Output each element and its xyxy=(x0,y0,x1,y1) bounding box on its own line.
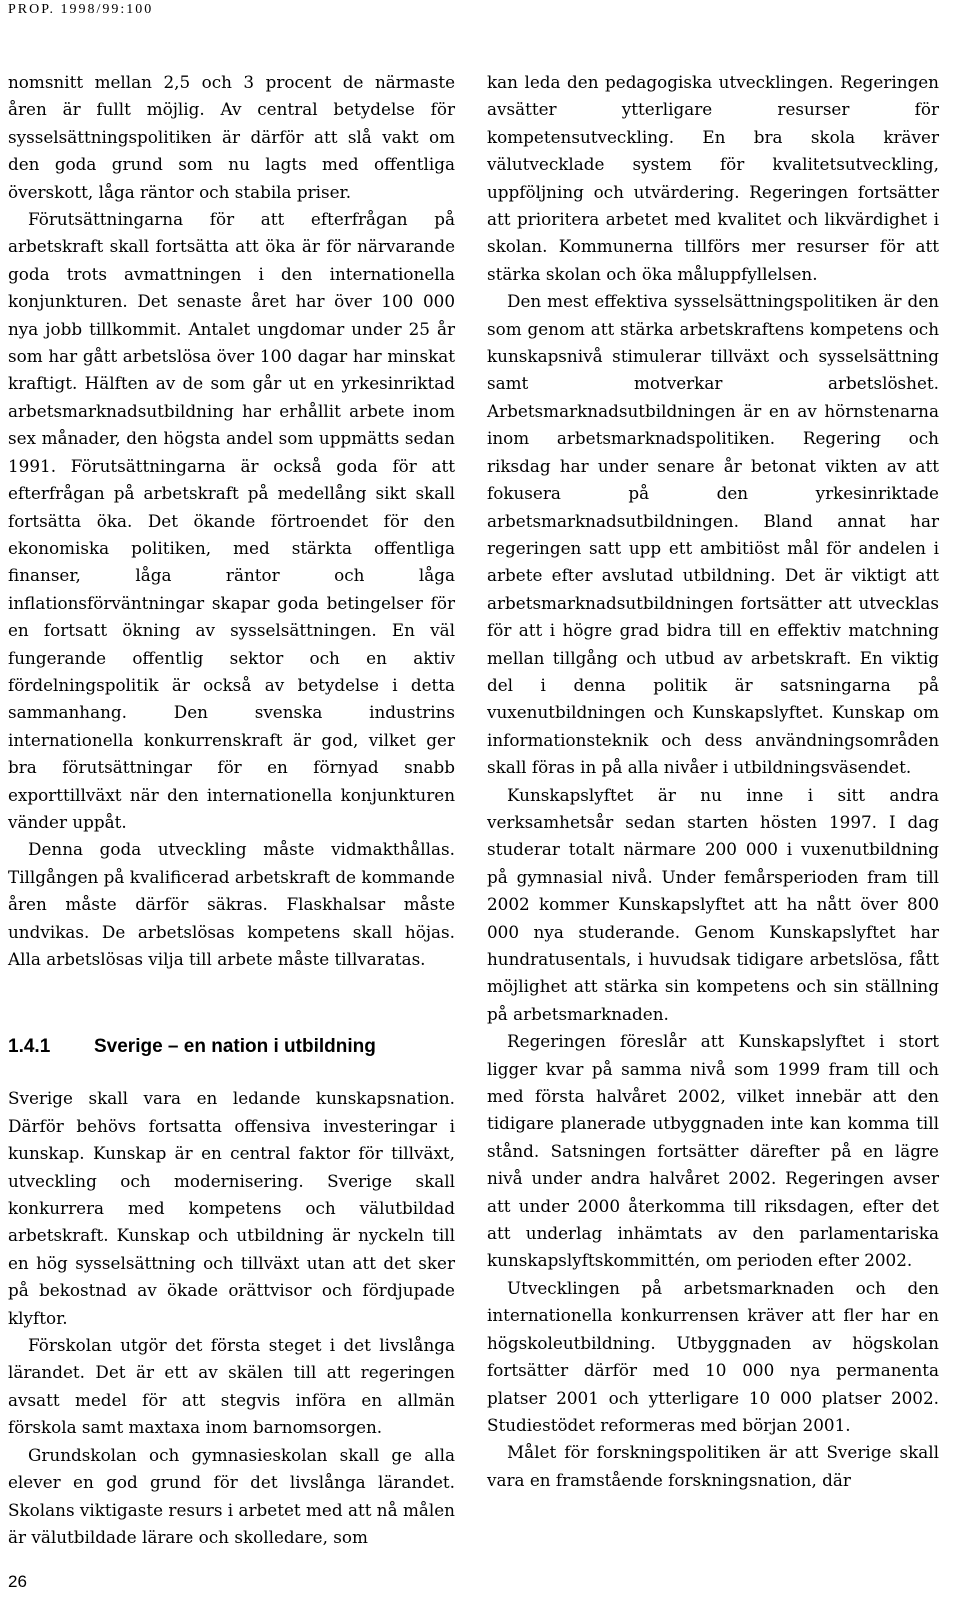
page-number: 26 xyxy=(8,1572,27,1591)
section-title: Sverige – en nation i utbildning xyxy=(94,1036,376,1058)
paragraph: Regeringen föreslår att Kunskapslyftet i stort ligger kvar på samma nivå som 1999 fram till och med första halvåret 2002, vilket innebär att den tidigare planerade utbyggnaden inte kan komma till stånd. Satsningen fortsätter därefter på en lägre nivå under andra halvåret 2002. Regeringen avser att under 2000 återkomma till riksdagen, efter det att underlag inhämtats av den parlamentariska kunskapslyftskommittén, om perioden efter 2002. xyxy=(487,1031,939,1271)
running-header: PROP. 1998/99:100 xyxy=(8,2,154,17)
paragraph: Den mest effektiva sysselsättningspolitiken är den som genom att stärka arbetskraftens kompetens och kunskapsnivå stimulerar tillväxt och sysselsättning samt motverkar arbetslöshet. Arbetsmarknadsutbildningen är en av hörnstenarna inom arbetsmarknadspolitiken. Regering och riksdag har under senare år betonat vikten av att fokusera på den yrkesinriktade arbetsmarknadsutbildningen. Bland annat har regeringen satt upp ett ambitiöst mål för andelen i arbete efter avslutad utbildning. Det är viktigt att arbetsmarknadsutbildningen fortsätter att utvecklas för att i högre grad bidra till en effektiv matchning mellan tillgång och utbud av arbetskraft. En viktig del i denna politik är satsningarna på vuxenutbildningen och Kunskapslyftet. Kunskap om informationsteknik och dess användningsområden skall föras in på alla nivåer i utbildningsväsendet. xyxy=(487,291,939,778)
paragraph: Utvecklingen på arbetsmarknaden och den internationella konkurrensen kräver att fler har en högskoleutbildning. Utbyggnaden av högskolan fortsätter därför med 10 000 nya permanenta platser 2001 och ytterligare 10 000 platser 2002. Studiestödet reformeras med början 2001. xyxy=(487,1277,939,1435)
paragraph: Förutsättningarna för att efterfrågan på arbetskraft skall fortsätta att öka är för närvarande goda trots avmattningen i den internationella konjunkturen. Det senaste året har över 100 000 nya jobb tillkommit. Antalet ungdomar under 25 år som har gått arbetslösa över 100 dagar har minskat kraftigt. Hälften av de som går ut en yrkesinriktad arbetsmarknadsutbildning har erhållit arbete inom sex månader, den högsta andel som uppmätts sedan 1991. Förutsättningarna är också goda för att efterfrågan på arbetskraft på medellång sikt skall fortsätta öka. Det ökande förtroendet för den ekonomiska politiken, med stärkta offentliga finanser, låga räntor och låga inflationsförväntningar skapar goda betingelser för en fortsatt ökning av sysselsättningen. En väl fungerande offentlig sektor och en aktiv fördelningspolitik är också av betydelse i detta sammanhang. Den svenska industrins internationella konkurrenskraft är god, vilket ger bra förutsättningar för en förnyad snabb exporttillväxt när den internationella konjunkturen vänder uppåt. xyxy=(8,209,455,832)
paragraph: nomsnitt mellan 2,5 och 3 procent de närmaste åren är fullt möjlig. Av central betydelse för sysselsättningspolitiken är därför att slå vakt om den goda grund som nu lagts med offentliga överskott, låga räntor och stabila priser. xyxy=(8,72,455,202)
paragraph: Grundskolan och gymnasieskolan skall ge alla elever en god grund för det livslånga lärandet. Skolans viktigaste resurs i arbetet med att nå målen är välutbildade lärare och skolledare, som xyxy=(8,1444,455,1547)
left-column xyxy=(8,69,455,1551)
section-heading xyxy=(8,1035,455,1059)
right-column xyxy=(487,69,939,1494)
paragraph: Målet för forskningspolitiken är att Sverige skall vara en framstående forskningsnation, där xyxy=(487,1442,939,1490)
section-number: 1.4.1 xyxy=(8,1036,51,1058)
paragraph: kan leda den pedagogiska utvecklingen. Regeringen avsätter ytterligare resurser för kompetensutveckling. En bra skola kräver välutvecklade system för kvalitetsutveckling, uppföljning och utvärdering. Regeringen fortsätter att prioritera arbetet med kvalitet och likvärdighet i skolan. Kommunerna tillförs mer resurser för att stärka skolan och öka måluppfyllelsen. xyxy=(487,72,939,284)
paragraph: Förskolan utgör det första steget i det livslånga lärandet. Det är ett av skälen till att regeringen avsatt medel för att stegvis införa en allmän förskola samt maxtaxa inom barnomsorgen. xyxy=(8,1335,455,1438)
paragraph: Sverige skall vara en ledande kunskapsnation. Därför behövs fortsatta offensiva investeringar i kunskap. Kunskap är en central faktor för tillväxt, utveckling och modernisering. Sverige skall konkurrera med kompetens och välutbildad arbetskraft. Kunskap och utbildning är nyckeln till en hög sysselsättning och tillväxt utan att det sker på bekostnad av ökade orättvisor och fördjupade klyftor. xyxy=(8,1088,455,1328)
paragraph: Kunskapslyftet är nu inne i sitt andra verksamhetsår sedan starten hösten 1997. I dag studerar totalt närmare 200 000 i vuxenutbildning på gymnasial nivå. Under femårsperioden fram till 2002 kommer Kunskapslyftet att ha nått över 800 000 nya studerande. Genom Kunskapslyftet har hundratusentals, i huvudsak tidigare arbetslösa, fått möjlighet att stärka sin kompetens och sin ställning på arbetsmarknaden. xyxy=(487,784,939,1024)
paragraph: Denna goda utveckling måste vidmakthållas. Tillgången på kvalificerad arbetskraft de kommande åren måste därför säkras. Flaskhalsar måste undvikas. De arbetslösas kompetens skall höjas. Alla arbetslösas vilja till arbete måste tillvaratas. xyxy=(8,839,455,969)
